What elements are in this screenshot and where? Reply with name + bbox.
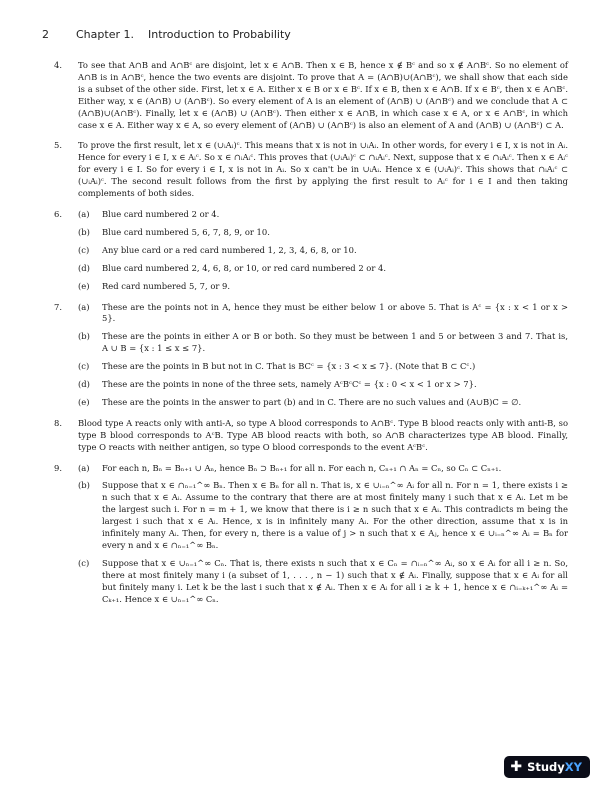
problem-text: To see that A∩B and A∩Bᶜ are disjoint, let x ∈ A∩B. Then x ∈ B, hence x ∉ Bᶜ and so x ∉ A∩Bᶜ. So no element of A∩B is in A∩Bᶜ, hence the two events are disjoint. To prove that A = (A∩B)∪(A∩Bᶜ), we shall show that each side is a subset of the other side. First, let x ∈ A. Either x ∈ B or x ∈ Bᶜ. If x ∈ B, then x ∈ A∩B. If x ∈ Bᶜ, then x ∈ A∩Bᶜ. Either way, x ∈ (A∩B) ∪ (A∩Bᶜ). So every element of A is an element of (A∩B) ∪ (A∩Bᶜ) and we conclude that A ⊂ (A∩B)∪(A∩Bᶜ). Finally, let x ∈ (A∩B) ∪ (A∩Bᶜ). Then either x ∈ A∩B, in which case x ∈ A, or x ∈ A∩Bᶜ, in which case x ∈ A. Either way x ∈ A, so every element of (A∩B) ∪ (A∩Bᶜ) is also an element of A and (A∩B) ∪ (A∩Bᶜ) ⊂ A. bbox=[78, 60, 568, 130]
brand-name bbox=[527, 760, 582, 774]
chapter-title: Introduction to Probability bbox=[147, 28, 291, 41]
sub-item bbox=[78, 331, 568, 355]
sub-text: Blue card numbered 2, 4, 6, 8, or 10, or red card numbered 2 or 4. bbox=[102, 262, 387, 273]
sub-label: (c) bbox=[78, 557, 90, 568]
sub-text: These are the points in the answer to part (b) and in C. There are no such values and (A∪B)C = ∅. bbox=[102, 396, 522, 407]
problem-number: 9. bbox=[54, 462, 62, 473]
sub-text: Blue card numbered 5, 6, 7, 8, 9, or 10. bbox=[102, 226, 270, 237]
sub-label: (a) bbox=[78, 462, 90, 473]
sub-item bbox=[78, 302, 568, 326]
brand-accent: XY bbox=[564, 760, 582, 774]
sub-label: (e) bbox=[78, 396, 90, 407]
problem-5 bbox=[54, 140, 568, 200]
page-number: 2 bbox=[42, 28, 49, 41]
sub-text: These are the points in none of the three sets, namely AᶜBᶜCᶜ = {x : 0 < x < 1 or x > 7}. bbox=[102, 379, 477, 390]
sub-label: (b) bbox=[78, 480, 90, 491]
sub-text: Suppose that x ∈ ∪ₙ₌₁^∞ Cₙ. That is, there exists n such that x ∈ Cₙ = ∩ᵢ₌ₙ^∞ Aᵢ, so x ∈ Aᵢ for all i ≥ n. So, there at most finitely many i (a subset of 1, . . . , n − 1) such that x ∉ Aᵢ. Finally, suppose that x ∈ Aᵢ for all but finitely many i. Let k be the last i such that x ∉ Aᵢ. Then x ∈ Aᵢ for all i ≥ k + 1, hence x ∈ ∩ᵢ₌ₖ₊₁^∞ Aᵢ = Cₖ₊₁. Hence x ∈ ∪ₙ₌₁^∞ Cₙ. bbox=[102, 557, 568, 604]
problem-number: 5. bbox=[54, 140, 62, 151]
sub-text: These are the points in B but not in C. That is BCᶜ = {x : 3 < x ≤ 7}. (Note that B ⊂ Cᶜ.) bbox=[102, 361, 476, 372]
problem-8 bbox=[54, 417, 568, 454]
sub-text: These are the points not in A, hence they must be either below 1 or above 5. That is Aᶜ = {x : x < 1 or x > 5}. bbox=[102, 301, 568, 324]
sub-item bbox=[78, 281, 568, 293]
sub-item bbox=[78, 463, 568, 475]
sub-label: (c) bbox=[78, 244, 90, 255]
chapter-label: Chapter 1. bbox=[76, 28, 134, 41]
sub-label: (e) bbox=[78, 280, 90, 291]
problem-text: To prove the first result, let x ∈ (∪ᵢAᵢ)ᶜ. This means that x is not in ∪ᵢAᵢ. In other words, for every i ∈ I, x is not in Aᵢ. Hence for every i ∈ I, x ∈ Aᵢᶜ. So x ∈ ∩ᵢAᵢᶜ. This proves that (∪ᵢAᵢ)ᶜ ⊂ ∩ᵢAᵢᶜ. Next, suppose that x ∈ ∩ᵢAᵢᶜ. Then x ∈ Aᵢᶜ for every i ∈ I. So for every i ∈ I, x is not in Aᵢ. So x can't be in ∪ᵢAᵢ. Hence x ∈ (∪ᵢAᵢ)ᶜ. This shows that ∩ᵢAᵢᶜ ⊂ (∪ᵢAᵢ)ᶜ. The second result follows from the first by applying the first result to Aᵢᶜ for i ∈ I and then taking complements of both sides. bbox=[78, 140, 568, 199]
studyxy-badge[interactable] bbox=[504, 756, 590, 778]
sub-item bbox=[78, 397, 568, 409]
sub-item bbox=[78, 480, 568, 551]
sub-text: Blue card numbered 2 or 4. bbox=[102, 208, 220, 219]
sub-label: (b) bbox=[78, 331, 90, 342]
plus-icon: ✚ bbox=[510, 759, 523, 775]
sub-text: Suppose that x ∈ ∩ₙ₌₁^∞ Bₙ. Then x ∈ Bₙ for all n. That is, x ∈ ∪ᵢ₌ₙ^∞ Aᵢ for all n. For n = 1, there exists i ≥ n such that x ∈ Aᵢ. Assume to the contrary that there are at most finitely many i such that x ∈ Aᵢ. Let m be the largest such i. For n = m + 1, we know that there is i ≥ n such that x ∈ Aᵢ. This contradicts m being the largest i such that x ∈ Aᵢ. Hence, x is in infinitely many Aᵢ. For the other direction, assume that x is in infinitely many Aᵢ. Then, for every n, there is a value of j > n such that x ∈ Aⱼ, hence x ∈ ∪ᵢ₌ₙ^∞ Aᵢ = Bₙ for every n and x ∈ ∩ₙ₌₁^∞ Bₙ. bbox=[102, 480, 568, 550]
problem-number: 6. bbox=[54, 208, 62, 219]
brand-word: Study bbox=[527, 760, 565, 774]
sub-item bbox=[78, 227, 568, 239]
sub-text: Red card numbered 5, 7, or 9. bbox=[102, 280, 231, 291]
sub-item bbox=[78, 245, 568, 257]
problem-7 bbox=[54, 301, 568, 409]
sub-label: (a) bbox=[78, 208, 90, 219]
sub-label: (a) bbox=[78, 301, 90, 312]
problem-6 bbox=[54, 208, 568, 293]
sub-item bbox=[78, 379, 568, 391]
sub-label: (c) bbox=[78, 361, 90, 372]
sub-label: (d) bbox=[78, 262, 90, 273]
solutions-body bbox=[54, 60, 568, 615]
problem-number: 7. bbox=[54, 301, 62, 312]
sub-item bbox=[78, 361, 568, 373]
problem-4 bbox=[54, 60, 568, 131]
sub-item bbox=[78, 558, 568, 606]
problem-text: Blood type A reacts only with anti-A, so type A blood corresponds to A∩Bᶜ. Type B blood reacts only with anti-B, so type B blood corresponds to AᶜB. Type AB blood reacts with both, so A∩B characterizes type AB blood. Finally, type O reacts with neither antigen, so type O blood corresponds to the event AᶜBᶜ. bbox=[78, 417, 568, 452]
sub-item bbox=[78, 209, 568, 221]
problem-number: 8. bbox=[54, 417, 62, 428]
sub-label: (d) bbox=[78, 379, 90, 390]
sub-label: (b) bbox=[78, 226, 90, 237]
running-header bbox=[42, 28, 291, 41]
sub-item bbox=[78, 263, 568, 275]
sub-text: These are the points in either A or B or both. So they must be between 1 and 5 or between 3 and 7. That is, A ∪ B = {x : 1 ≤ x ≤ 7}. bbox=[102, 331, 568, 354]
problem-9 bbox=[54, 462, 568, 606]
sub-text: For each n, Bₙ = Bₙ₊₁ ∪ Aₙ, hence Bₙ ⊃ Bₙ₊₁ for all n. For each n, Cₙ₊₁ ∩ Aₙ = Cₙ, so Cₙ ⊂ Cₙ₊₁. bbox=[102, 462, 502, 473]
problem-number: 4. bbox=[54, 60, 62, 70]
sub-text: Any blue card or a red card numbered 1, 2, 3, 4, 6, 8, or 10. bbox=[102, 244, 357, 255]
